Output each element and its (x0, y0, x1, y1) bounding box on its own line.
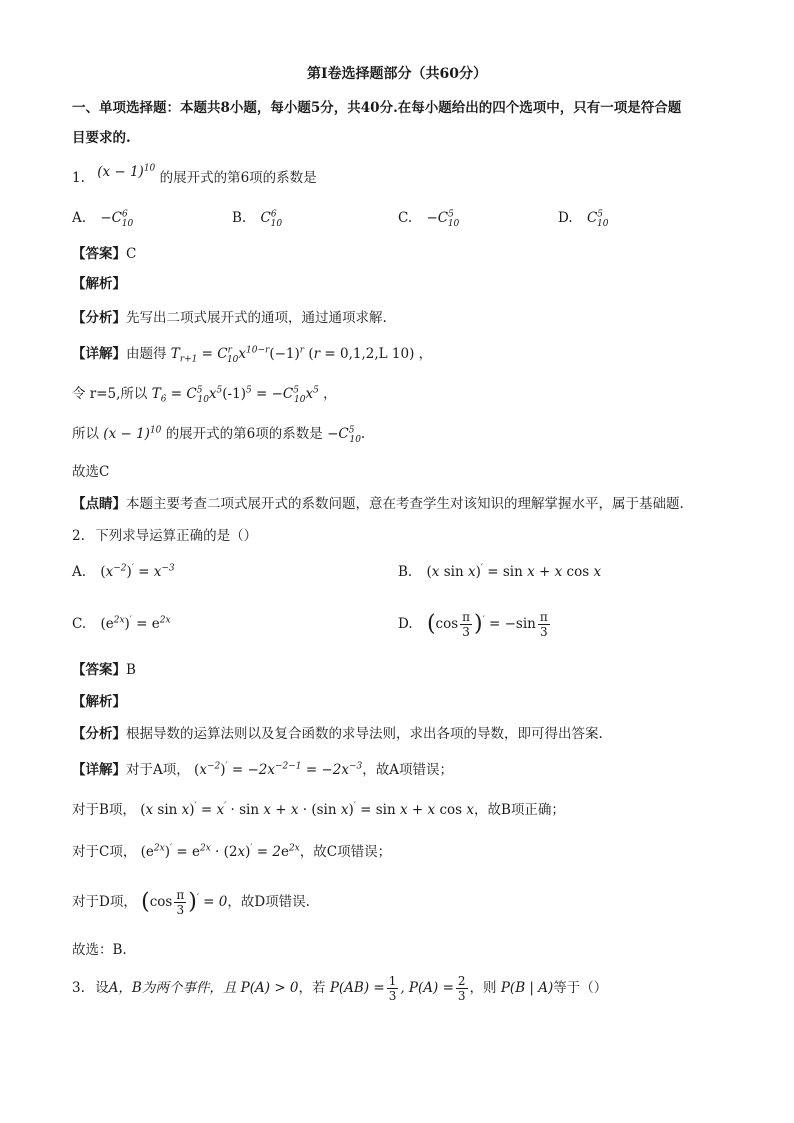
part-header-line-2: 目要求的. (72, 130, 131, 146)
q1-answer: 【答案】C (72, 246, 137, 262)
q1-option-c: C. $-C^5_{10}$ (398, 209, 460, 229)
question-number: 1. (72, 170, 85, 186)
section-title: 第Ⅰ卷选择题部分（共60分） (306, 66, 488, 82)
q2-fenxi: 【分析】根据导数的运算法则以及复合函数的求导法则，求出各项的导数，即可得出答案. (72, 726, 603, 742)
q2-detail-d: 对于D项， (cos $\frac{\pi}{3}$ )′ = 0，故D项错误. (72, 888, 310, 917)
question-1 (72, 163, 317, 188)
q1-analysis-tag: 【解析】 (72, 276, 126, 292)
q2-detail-a: 【详解】对于A项， $(x^{-2})' = -2x^{-2-1} = -2x^{-3}$，故A项错误； (72, 761, 453, 778)
q2-detail-b: 对于B项， (x sin x)′ = x′ · sin x + x · (sin x)′ = sin x + x cos x，故B项正确； (72, 801, 565, 818)
question-number: 2. (72, 528, 85, 544)
q1-text: 的展开式的第6项的系数是 (159, 170, 317, 186)
q1-expression: $(x - 1)^{10}$ (97, 163, 156, 180)
q2-option-c: C. $(e^{2x})' = e^{2x}$ (72, 615, 171, 632)
q1-conclusion: 故选C (72, 464, 110, 480)
q1-option-b: B. $C^6_{10}$ (232, 209, 283, 229)
question-3: 3. 设A，B为两个事件，且 P(A) > 0，若 P(AB) = $\frac{1}{3}$ , P(A) = $\frac{2}{3}$ ，则 P(B | A)等于（） (72, 974, 608, 1003)
q2-analysis-tag: 【解析】 (72, 694, 126, 710)
q1-fenxi: 【分析】先写出二项式展开式的通项，通过通项求解. (72, 310, 387, 326)
q2-answer: 【答案】B (72, 662, 136, 678)
q2-detail-c: 对于C项， $(e^{2x})' = e^{2x} \cdot (2x)' = 2e^{2x}$，故C项错误； (72, 843, 392, 860)
q2-option-b: B. (x sin x)′ = sin x + x cos x (398, 563, 602, 580)
q2-option-a: A. $(x^{-2})' = x^{-3}$ (72, 563, 175, 580)
q1-step-2: 令 r=5,所以 $T_6 = C^5_{10}x^5(-1)^5 = -C^5_{10}x^5$ ， (72, 385, 337, 405)
q1-xiangjie: 【详解】由题得 $T_{r+1} = C^r_{10}x^{10-r}(-1)^r$ (r = 0,1,2,L 10) ， (72, 345, 433, 365)
q2-option-d: D. (cos $\frac{\pi}{3}$ )′ = −sin $\frac{\pi}{3}$ (398, 610, 548, 639)
question-2 (72, 526, 257, 546)
q1-option-a: A. $-C^6_{10}$ (72, 209, 134, 229)
q2-conclusion: 故选：B. (72, 942, 127, 958)
part-header-line-1: 一、单项选择题：本题共8小题，每小题5分，共40分.在每小题给出的四个选项中，只有一项是符合题 (72, 100, 682, 116)
q1-option-d: D. $C^5_{10}$ (558, 209, 609, 229)
q1-dianjing: 【点睛】本题主要考查二项式展开式的系数问题，意在考查学生对该知识的理解掌握水平，属于基础题. (72, 496, 684, 512)
question-number: 3. (72, 980, 85, 996)
q1-step-3: 所以 $(x - 1)^{10}$ 的展开式的第6项的系数是 $-C^5_{10}$. (72, 425, 366, 445)
q2-text: 下列求导运算正确的是（） (95, 528, 258, 544)
